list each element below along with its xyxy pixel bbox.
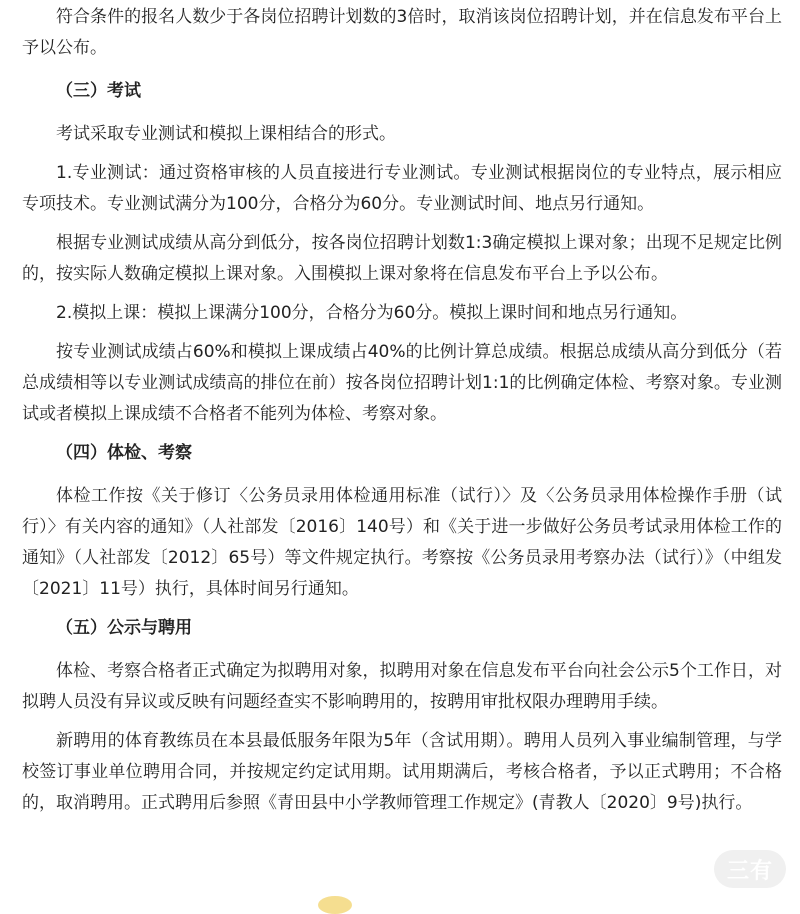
article-body: [22, 2, 782, 827]
floating-action-button[interactable]: 三有: [714, 850, 786, 888]
paragraph-registration-rule: 符合条件的报名人数少于各岗位招聘计划数的3倍时，取消该岗位招聘计划，并在信息发布平台上予以公布。: [22, 7, 782, 58]
paragraph-physical-exam-rules: 体检工作按《关于修订〈公务员录用体检通用标准（试行）〉及〈公务员录用体检操作手册（试行）〉有关内容的通知》（人社部发〔2016〕140号）和《关于进一步做好公务员考试录用体检工作的通知》（人社部发〔2012〕65号）等文件规定执行。考察按《公务员录用考察办法（试行）》（中组发〔2021〕11号）执行，具体时间另行通知。: [22, 486, 782, 599]
paragraph-total-score: 按专业测试成绩占60%和模拟上课成绩占40%的比例计算总成绩。根据总成绩从高分到低分（若总成绩相等以专业测试成绩高的排位在前）按各岗位招聘计划1:1的比例确定体检、考察对象。专业测试或者模拟上课成绩不合格者不能列为体检、考察对象。: [22, 342, 782, 424]
paragraph-professional-test: 1.专业测试：通过资格审核的人员直接进行专业测试。专业测试根据岗位的专业特点，展示相应专项技术。专业测试满分为100分，合格分为60分。专业测试时间、地点另行通知。: [22, 163, 782, 214]
section-heading-publicity-hiring: （五）公示与聘用: [56, 618, 192, 638]
paragraph-mock-lesson: 2.模拟上课：模拟上课满分100分，合格分为60分。模拟上课时间和地点另行通知。: [56, 303, 688, 323]
section-heading-exam: （三）考试: [56, 81, 141, 101]
paragraph-mock-lesson-selection: 根据专业测试成绩从高分到低分，按各岗位招聘计划数1:3确定模拟上课对象；出现不足规定比例的，按实际人数确定模拟上课对象。入围模拟上课对象将在信息发布平台上予以公布。: [22, 233, 782, 284]
section-heading-physical-exam: （四）体检、考察: [56, 443, 192, 463]
paragraph-service-term: 新聘用的体育教练员在本县最低服务年限为5年（含试用期）。聘用人员列入事业编制管理，与学校签订事业单位聘用合同，并按规定约定试用期。试用期满后，考核合格者，予以正式聘用；不合格的，取消聘用。正式聘用后参照《青田县中小学教师管理工作规定》(青教人〔2020〕9号)执行。: [22, 731, 782, 813]
paragraph-publicity: 体检、考察合格者正式确定为拟聘用对象，拟聘用对象在信息发布平台向社会公示5个工作日，对拟聘人员没有异议或反映有问题经查实不影响聘用的，按聘用审批权限办理聘用手续。: [22, 661, 782, 712]
bottom-decoration-icon: [318, 896, 352, 914]
paragraph-exam-format: 考试采取专业测试和模拟上课相结合的形式。: [56, 124, 396, 144]
